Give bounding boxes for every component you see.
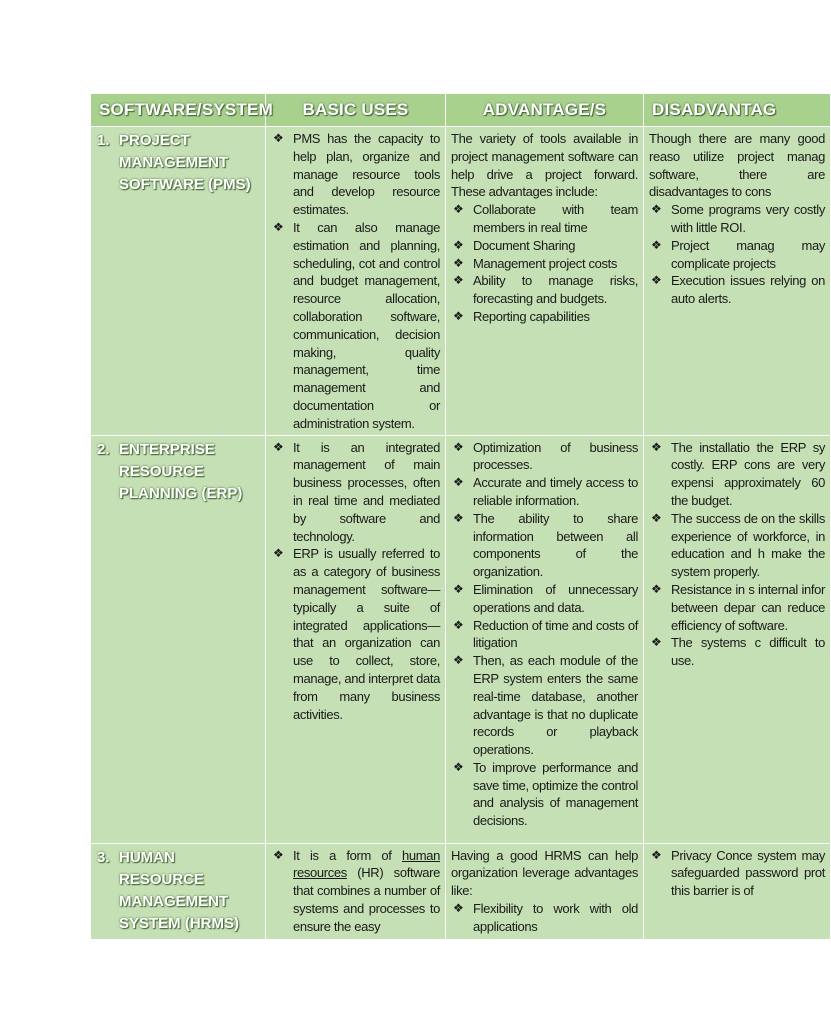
advantages-intro: The variety of tools available in project management software can help drive a project forward. These advantages include:	[451, 131, 638, 200]
system-name: HUMAN RESOURCE MANAGEMENT SYSTEM (HRMS)	[119, 848, 239, 932]
four-diamond-bullet-icon: ❖	[453, 759, 464, 774]
four-diamond-bullet-icon: ❖	[453, 617, 464, 632]
four-diamond-bullet-icon: ❖	[273, 131, 284, 145]
four-diamond-bullet-icon: ❖	[453, 510, 464, 525]
advantages-intro: Having a good HRMS can help organization leverage advantages like:	[451, 847, 638, 899]
four-diamond-bullet-icon: ❖	[453, 900, 464, 915]
four-diamond-bullet-icon: ❖	[453, 273, 464, 288]
list-item: ❖ The success de on the skills experience of workforce, in education and h make the system properly.	[651, 510, 825, 580]
disadvantages-cell	[644, 843, 831, 939]
software-comparison-table	[90, 93, 831, 940]
list-item: ❖ To improve performance and save time, optimize the control and analysis of management decisions.	[453, 759, 638, 829]
list-item: ❖ Reduction of time and costs of litigation	[453, 617, 638, 651]
four-diamond-bullet-icon: ❖	[651, 237, 662, 252]
four-diamond-bullet-icon: ❖	[453, 308, 464, 323]
list-item: ❖ Flexibility to work with old applications	[453, 900, 638, 934]
four-diamond-bullet-icon: ❖	[273, 546, 284, 561]
table-row	[91, 843, 831, 939]
system-cell	[91, 435, 266, 843]
list-item: ❖ Optimization of business processes.	[453, 439, 638, 473]
list-item: ❖ Then, as each module of the ERP system enters the same real-time database, another advantage is that no duplicate records or playback operations.	[453, 653, 638, 758]
list-item: ❖ Execution issues relying on auto alerts.	[651, 273, 825, 307]
list-item: ❖ Some programs very costly with little ROI.	[651, 202, 825, 235]
four-diamond-bullet-icon: ❖	[453, 475, 464, 490]
system-cell	[91, 127, 266, 436]
four-diamond-bullet-icon: ❖	[453, 237, 464, 252]
four-diamond-bullet-icon: ❖	[651, 202, 662, 217]
list-item: ❖ PMS has the capacity to help plan, organize and manage resource tools and develop resource estimates.	[273, 131, 440, 218]
four-diamond-bullet-icon: ❖	[273, 439, 284, 454]
four-diamond-bullet-icon: ❖	[651, 581, 662, 596]
four-diamond-bullet-icon: ❖	[453, 255, 464, 270]
four-diamond-bullet-icon: ❖	[651, 273, 662, 288]
advantages-cell	[446, 843, 644, 939]
four-diamond-bullet-icon: ❖	[273, 219, 284, 234]
table-row	[91, 127, 831, 436]
system-name: PROJECT MANAGEMENT SOFTWARE (PMS)	[119, 132, 251, 193]
disadvantages-cell	[644, 127, 831, 436]
system-cell	[91, 843, 266, 939]
four-diamond-bullet-icon: ❖	[453, 653, 464, 668]
list-item: ❖ Privacy Conce system may safeguarded password prot this barrier is of	[651, 847, 825, 899]
list-item: ❖ It can also manage estimation and planning, scheduling, cot and control and budget management, resource allocation, collaboration software, communication, decision making, quality management, time management and documentation or administration system.	[273, 219, 440, 431]
list-item: ❖ The installatio the ERP sy costly. ERP cons are very expensi approximately 60 the budget.	[651, 439, 825, 508]
list-item: ❖ Resistance in s internal infor between depar can reduce efficiency of software.	[651, 581, 825, 633]
disadvantages-intro: Though there are many good reaso utilize project manag software, there are disadvantages to cons	[649, 131, 825, 200]
table-row	[91, 435, 831, 843]
list-item: ❖ Accurate and timely access to reliable information.	[453, 475, 638, 508]
row-number: 1.	[97, 132, 110, 149]
four-diamond-bullet-icon: ❖	[651, 635, 662, 650]
row-number: 2.	[97, 440, 110, 458]
list-item: ❖ It is a form of human resources (HR) software that combines a number of systems and processes to ensure the easy	[273, 847, 440, 934]
four-diamond-bullet-icon: ❖	[651, 847, 662, 862]
uses-cell	[266, 435, 446, 843]
advantages-cell	[446, 435, 644, 843]
list-item: ❖ Elimination of unnecessary operations and data.	[453, 581, 638, 615]
list-item: ❖ Management project costs	[453, 255, 618, 271]
list-item: ❖ It is an integrated management of main business processes, often in real time and mediated by software and technology.	[273, 439, 440, 544]
uses-cell	[266, 127, 446, 436]
advantages-cell	[446, 127, 644, 436]
list-item: ❖ Reporting capabilities	[453, 308, 590, 324]
four-diamond-bullet-icon: ❖	[453, 202, 464, 217]
header-disadvantages: DISADVANTAG	[644, 94, 831, 127]
system-name: ENTERPRISE RESOURCE PLANNING (ERP)	[119, 440, 243, 502]
header-software-system: SOFTWARE/SYSTEM	[91, 94, 266, 127]
four-diamond-bullet-icon: ❖	[651, 510, 662, 525]
list-item: ❖ Document Sharing	[453, 237, 576, 253]
human-resources-link[interactable]: human resources	[293, 847, 440, 881]
four-diamond-bullet-icon: ❖	[651, 439, 662, 454]
list-item: ❖ Collaborate with team members in real time	[453, 202, 638, 235]
list-item: ❖ The systems c difficult to use.	[651, 635, 825, 669]
header-advantages: ADVANTAGE/S	[446, 94, 644, 127]
list-item: ❖ Ability to manage risks, forecasting and budgets.	[453, 273, 638, 307]
uses-cell	[266, 843, 446, 939]
comparison-table-container	[90, 93, 825, 934]
row-number: 3.	[97, 848, 110, 866]
list-item: ❖ ERP is usually referred to as a category of business management software—typically a suite of integrated applications—that an organization can use to collect, store, manage, and interpret data from many business activities.	[273, 546, 441, 722]
disadvantages-cell	[644, 435, 831, 843]
four-diamond-bullet-icon: ❖	[273, 847, 284, 862]
list-item: ❖ The ability to share information between all components of the organization.	[453, 510, 638, 580]
header-row	[91, 94, 831, 127]
four-diamond-bullet-icon: ❖	[453, 439, 464, 454]
four-diamond-bullet-icon: ❖	[453, 581, 464, 596]
list-item: ❖ Project manag may complicate projects	[651, 237, 825, 271]
header-basic-uses: BASIC USES	[266, 94, 446, 127]
